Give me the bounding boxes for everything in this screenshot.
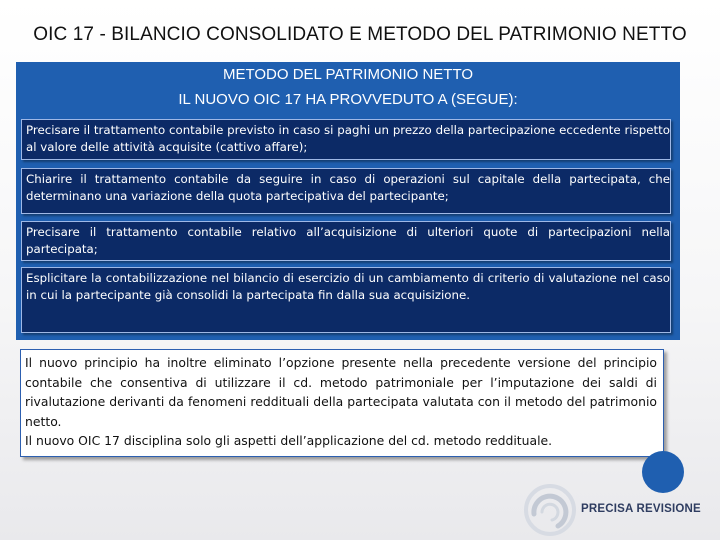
blue-panel bbox=[16, 62, 680, 340]
slide-title: OIC 17 - BILANCIO CONSOLIDATO E METODO DEL PATRIMONIO NETTO bbox=[33, 24, 687, 45]
note-paragraph-2: Il nuovo OIC 17 disciplina solo gli aspetti dell’applicazione del cd. metodo reddituale. bbox=[25, 433, 553, 449]
decorative-circle bbox=[642, 451, 684, 493]
panel-heading-1: METODO DEL PATRIMONIO NETTO bbox=[222, 66, 474, 83]
list-item: Esplicitare la contabilizzazione nel bilancio di esercizio di un cambiamento di criterio di valutazione nel caso in cui la partecipante già consolidi la partecipata fin dalla sua acquisizione. bbox=[21, 267, 671, 333]
panel-heading-2: IL NUOVO OIC 17 HA PROVVEDUTO A (SEGUE): bbox=[178, 91, 518, 108]
list-item: Precisare il trattamento contabile previsto in caso si paghi un prezzo della partecipazione eccedente rispetto al valore delle attività acquisite (cattivo affare); bbox=[21, 119, 671, 160]
list-item: Chiarire il trattamento contabile da seguire in caso di operazioni sul capitale della partecipata, che determinano una variazione della quota partecipativa del partecipante; bbox=[21, 168, 671, 214]
note-box bbox=[20, 349, 664, 457]
list-item: Precisare il trattamento contabile relativo all’acquisizione di ulteriori quote di partecipazioni nella partecipata; bbox=[21, 221, 671, 261]
brand-logo: PRECISA REVISIONE bbox=[581, 503, 701, 515]
logo-swirl-icon bbox=[520, 478, 580, 538]
note-paragraph-1: Il nuovo principio ha inoltre eliminato l’opzione presente nella precedente versione del principio contabile che consentiva di utilizzare il cd. metodo patrimoniale per l’imputazione dei saldi di rivalutazione derivanti da fenomeni reddituali della partecipata valutata con il metodo del patrimonio netto. bbox=[25, 355, 657, 429]
